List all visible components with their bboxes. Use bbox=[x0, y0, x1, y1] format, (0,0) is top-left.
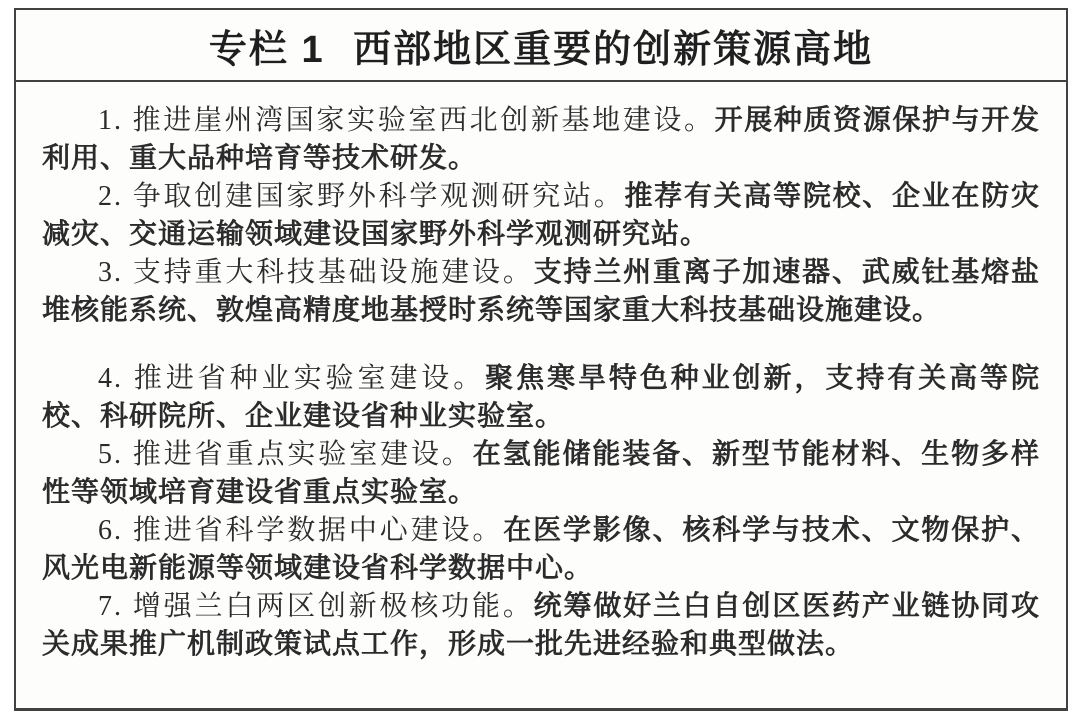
list-item-3 bbox=[42, 254, 1040, 330]
list-item-6 bbox=[42, 512, 1040, 588]
column-body bbox=[16, 82, 1066, 664]
item-lead: 4. 推进省种业实验室建设。 bbox=[98, 363, 486, 394]
list-item-5 bbox=[42, 436, 1040, 512]
column-title-text: 西部地区重要的创新策源高地 bbox=[353, 28, 874, 71]
item-detail: 在氢能储能装备、新型节能材料、生物多样性等领域培育建设省重点实验室。 bbox=[42, 439, 1040, 508]
item-detail: 统筹做好兰白自创区医药产业链协同攻关成果推广机制政策试点工作，形成一批先进经验和典型做法。 bbox=[42, 591, 1040, 660]
item-detail: 在医学影像、核科学与技术、文物保护、风光电新能源等领域建设省科学数据中心。 bbox=[42, 515, 1040, 584]
item-lead: 2. 争取创建国家野外科学观测研究站。 bbox=[98, 181, 625, 212]
list-item-2 bbox=[42, 178, 1040, 254]
page-title bbox=[209, 18, 873, 73]
item-detail: 支持兰州重离子加速器、武威钍基熔盐堆核能系统、敦煌高精度地基授时系统等国家重大科技基础设施建设。 bbox=[42, 257, 1040, 326]
item-lead: 3. 支持重大科技基础设施建设。 bbox=[98, 257, 534, 288]
item-lead: 6. 推进省科学数据中心建设。 bbox=[98, 515, 504, 546]
item-detail: 开展种质资源保护与开发利用、重大品种培育等技术研发。 bbox=[42, 105, 1040, 174]
column-number-label: 专栏 1 bbox=[208, 28, 325, 71]
item-lead: 1. 推进崖州湾国家实验室西北创新基地建设。 bbox=[98, 105, 715, 136]
item-lead: 5. 推进省重点实验室建设。 bbox=[98, 439, 473, 470]
column-header bbox=[16, 10, 1066, 82]
item-lead: 7. 增强兰白两区创新极核功能。 bbox=[98, 591, 534, 622]
list-item-1 bbox=[42, 102, 1040, 178]
item-detail: 聚焦寒旱特色种业创新，支持有关高等院校、科研院所、企业建设省种业实验室。 bbox=[42, 363, 1040, 432]
item-detail: 推荐有关高等院校、企业在防灾减灾、交通运输领域建设国家野外科学观测研究站。 bbox=[42, 181, 1040, 250]
column-box bbox=[14, 8, 1068, 711]
list-item-7 bbox=[42, 588, 1040, 664]
list-item-4 bbox=[42, 360, 1040, 436]
